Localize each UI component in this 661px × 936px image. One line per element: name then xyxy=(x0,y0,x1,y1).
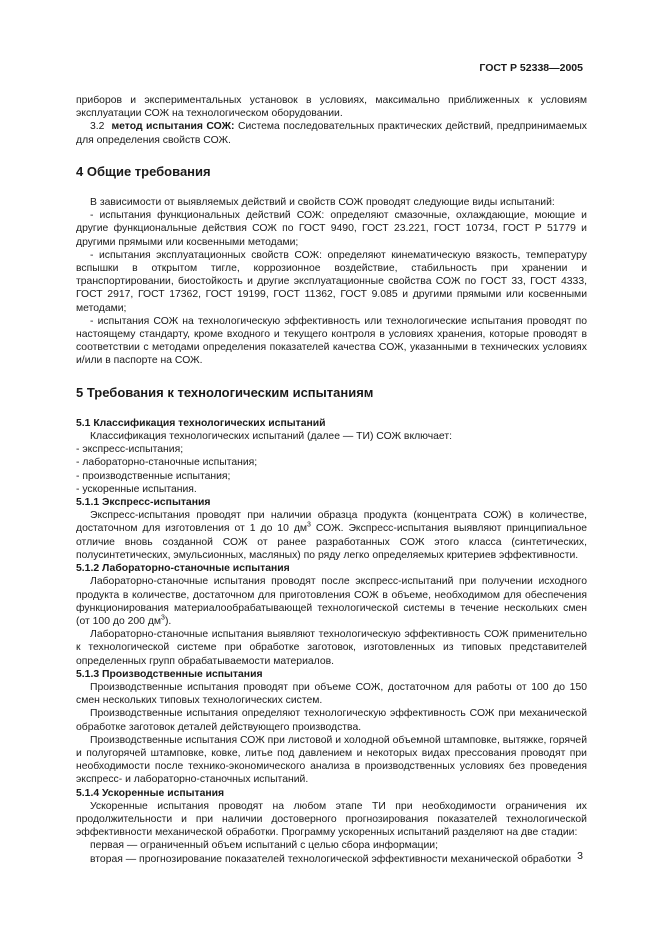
paragraph xyxy=(76,575,587,628)
section-heading-4: 4 Общие требования xyxy=(76,163,211,179)
paragraph: - испытания СОЖ на технологическую эффективность или технологические испытания проводят по настоящему стандарту, кроме входного и текущего контроля в условиях хранения, которые проводят в соответствии с методами определения показателей качества СОЖ, указанными в технических условиях и/или в паспорте на СОЖ. xyxy=(76,315,587,367)
paragraph: - испытания функциональных действий СОЖ: определяют смазочные, охлаждающие, моющие и другие функциональные действия СОЖ по ГОСТ 9490, ГОСТ 23.221, ГОСТ 10734, ГОСТ Р 51779 и другими прямыми или косвенными методами; xyxy=(76,210,587,248)
list-item: - лабораторно-станочные испытания; xyxy=(76,457,258,469)
paragraph: вторая — прогнозирование показателей технологической эффективности механической обработки xyxy=(90,853,572,865)
paragraph: Производственные испытания проводят при объеме СОЖ, достаточном для работы от 100 до 150 смен нескольких типовых технологических систем. xyxy=(76,681,587,707)
subsection-heading-5-1: 5.1 Классификация технологических испытаний xyxy=(76,417,326,429)
paragraph-text: Лабораторно-станочные испытания проводят после экспресс-испытаний при получении исходного продукта в количестве, достаточном для приготовления СОЖ в объеме, необходимом для обеспечения функционирования материалообрабатывающей технологической системы в течение нескольких смен (от 100 до 200 дм xyxy=(76,576,587,627)
subsection-heading-5-1-2: 5.1.2 Лабораторно-станочные испытания xyxy=(76,563,290,575)
paragraph: Производственные испытания определяют технологическую эффективность СОЖ при механической обработке заготовок деталей действующего производства. xyxy=(76,708,587,733)
subsection-heading-5-1-3: 5.1.3 Производственные испытания xyxy=(76,668,263,680)
paragraph: - испытания эксплуатационных свойств СОЖ: определяют кинематическую вязкость, температуру вспышки в открытом тигле, коррозионное воздействие, стабильность при хранении и транспортировании, биостойкость и другие эксплуатационные свойства СОЖ по ГОСТ 33, ГОСТ 4333, ГОСТ 2917, ГОСТ 17362, ГОСТ 19199, ГОСТ 11362, ГОСТ 9.085 и другими прямыми или косвенными методами; xyxy=(76,249,587,314)
list-item: - экспресс-испытания; xyxy=(76,444,184,456)
superscript: 3 xyxy=(307,522,311,530)
list-item: - производственные испытания; xyxy=(76,470,231,482)
paragraph xyxy=(76,509,587,562)
superscript: 3 xyxy=(161,614,165,622)
section-heading-5: 5 Требования к технологическим испытаниям xyxy=(76,384,374,400)
definition-text: Система последовательных практических действий, предпринимаемых для определения свойств СОЖ. xyxy=(76,121,588,146)
paragraph-text: СОЖ. Экспресс-испытания выявляют принципиальное отличие вновь созданной СОЖ от ранее разработанных СОЖ этого класса (синтетических, полусинтетических, эмульсионных, масляных) по ряду легко определяемых критериев эффективности. xyxy=(76,523,588,561)
paragraph: Классификация технологических испытаний (далее — ТИ) СОЖ включает: xyxy=(90,431,453,443)
clause-number: 3.2 xyxy=(90,121,105,133)
defined-term: метод испытания СОЖ: xyxy=(111,121,235,133)
paragraph: первая — ограниченный объем испытаний с целью сбора информации; xyxy=(90,840,438,852)
paragraph-text: Экспресс-испытания проводят при наличии образца продукта (концентрата СОЖ) в количестве, достаточном для изготовления от 1 до 10 дм xyxy=(76,510,587,535)
document-header-id: ГОСТ Р 52338—2005 xyxy=(479,62,583,74)
definition-paragraph xyxy=(76,120,587,146)
document-body xyxy=(76,94,587,866)
paragraph: Ускоренные испытания проводят на любом этапе ТИ при необходимости ограничения их продолжительности и при наличии достоверного прогнозирования показателей технологической эффективности механической обработки. Программу ускоренных испытаний разделяют на две стадии: xyxy=(76,800,587,839)
paragraph: Производственные испытания СОЖ при листовой и холодной объемной штамповке, вытяжке, горячей и полугорячей штамповке, ковке, литье под давлением и некоторых видах прессования проводят при необходимости после технико-экономического анализа в производственных условиях без проведения экспресс- и лабораторно-станочных испытаний. xyxy=(76,734,587,786)
paragraph: Лабораторно-станочные испытания выявляют технологическую эффективность СОЖ применительно к технологической системе при обработке заготовок, изготовленных из типовых представителей определенных групп обрабатываемости материалов. xyxy=(76,629,587,667)
list-item: - ускоренные испытания. xyxy=(76,483,197,495)
paragraph: В зависимости от выявляемых действий и свойств СОЖ проводят следующие виды испытаний: xyxy=(90,197,555,209)
paragraph-text: ). xyxy=(164,615,172,627)
subsection-heading-5-1-1: 5.1.1 Экспресс-испытания xyxy=(76,497,211,509)
paragraph: приборов и экспериментальных установок в условиях, максимально приближенных к условиям эксплуатации СОЖ на технологическом оборудовании. xyxy=(76,95,587,120)
subsection-heading-5-1-4: 5.1.4 Ускоренные испытания xyxy=(76,787,225,799)
page-number: 3 xyxy=(577,850,583,862)
